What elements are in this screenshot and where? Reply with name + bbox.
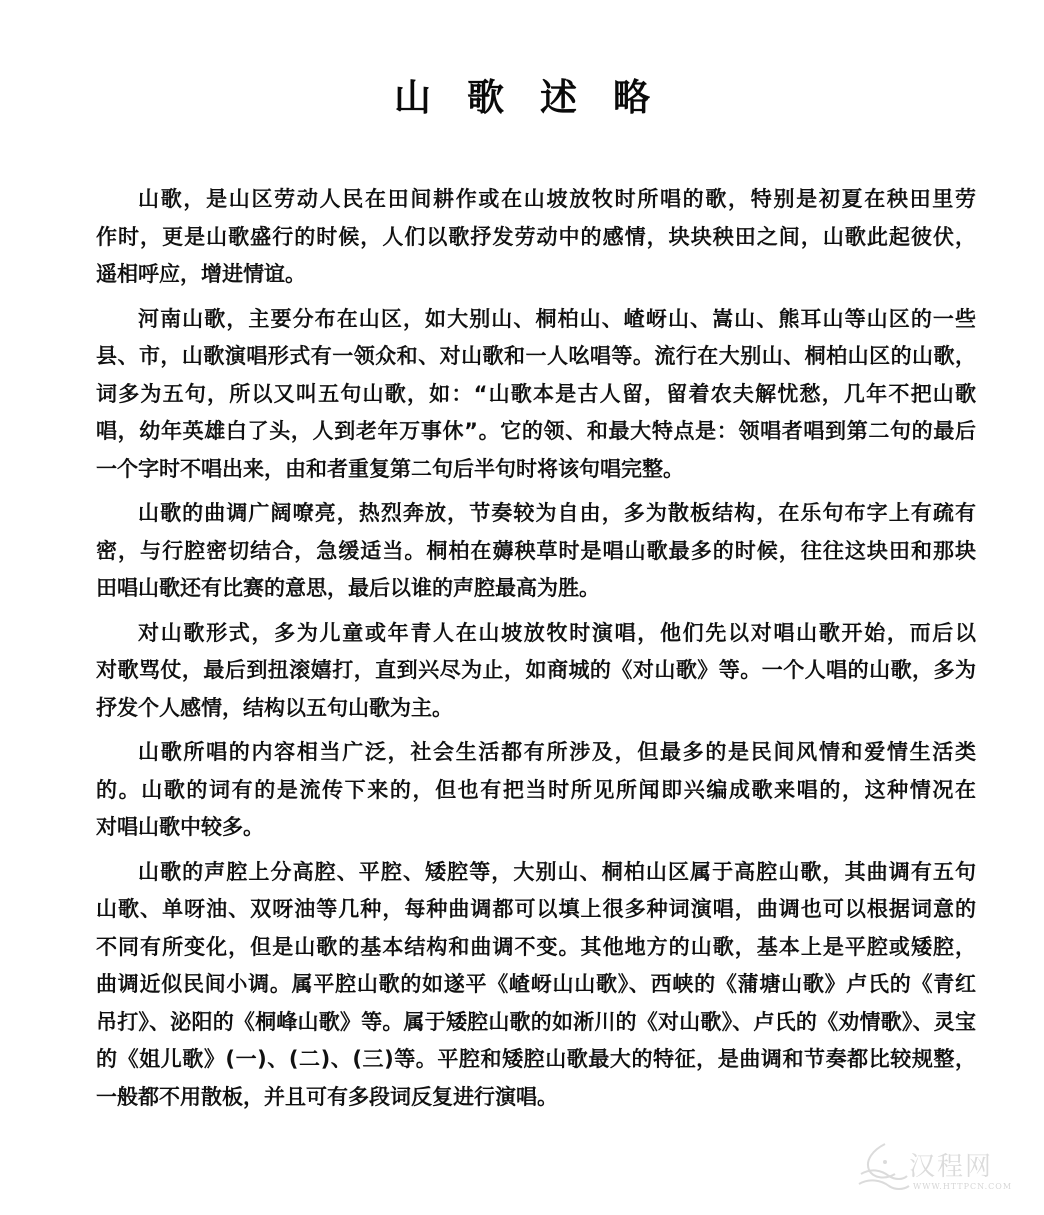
- text-line: 曲调近似民间小调。属平腔山歌的如遂平《嵖岈山山歌》、西峡的《蒲塘山歌》卢氏的《青红: [96, 972, 976, 996]
- text-line: 田唱山歌还有比赛的意思，最后以谁的声腔最高为胜。: [96, 576, 600, 600]
- watermark-url: WWW.HTTPCN.COM: [913, 1182, 1013, 1191]
- paragraph-5: [96, 734, 976, 847]
- text-line: 遥相呼应，增进情谊。: [96, 262, 306, 286]
- text-line: 一个字时不唱出来，由和者重复第二句后半句时将该句唱完整。: [96, 456, 684, 481]
- text-line: 唱，幼年英雄白了头，人到老年万事休”。它的领、和最大特点是：领唱者唱到第二句的最后: [96, 419, 976, 443]
- paragraph-2: [96, 301, 976, 489]
- article-body: [96, 181, 976, 1116]
- paragraph-1: [96, 181, 976, 294]
- text-line: 山歌所唱的内容相当广泛，社会生活都有所涉及，但最多的是民间风情和爱情生活类: [138, 740, 976, 764]
- text-line: 的。山歌的词有的是流传下来的，但也有把当时所见所闻即兴编成歌来唱的，这种情况在: [96, 777, 976, 802]
- text-line: 河南山歌，主要分布在山区，如大别山、桐柏山、嵖岈山、嵩山、熊耳山等山区的一些: [138, 306, 976, 331]
- text-line: 不同有所变化，但是山歌的基本结构和曲调不变。其他地方的山歌，基本上是平腔或矮腔，: [96, 934, 976, 959]
- text-line: 山歌、单呀油、双呀油等几种，每种曲调都可以填上很多种词演唱，曲调也可以根据词意的: [96, 897, 976, 921]
- watermark-text: 汉程网: [909, 1152, 994, 1182]
- paragraph-4: [96, 615, 976, 728]
- fish-wave-logo-icon: [855, 1140, 911, 1196]
- text-line: 密，与行腔密切结合，急缓适当。桐柏在薅秧草时是唱山歌最多的时候，往往这块田和那块: [96, 538, 976, 563]
- text-line: 词多为五句，所以又叫五句山歌，如：“山歌本是古人留，留着农夫解忧愁，几年不把山歌: [96, 381, 976, 406]
- text-line: 抒发个人感情，结构以五句山歌为主。: [96, 695, 453, 720]
- text-line: 的《姐儿歌》(一)、(二)、(三)等。平腔和矮腔山歌最大的特征，是曲调和节奏都比较规整，: [96, 1047, 976, 1071]
- text-line: 作时，更是山歌盛行的时候，人们以歌抒发劳动中的感情，块块秧田之间，山歌此起彼伏，: [96, 224, 976, 249]
- page-title: 山歌述略: [394, 76, 686, 119]
- paragraph-6: [96, 854, 976, 1117]
- paragraph-3: [96, 495, 976, 608]
- text-line: 一般都不用散板，并且可有多段词反复进行演唱。: [96, 1084, 558, 1109]
- text-line: 山歌的曲调广阔嘹亮，热烈奔放，节奏较为自由，多为散板结构，在乐句布字上有疏有: [138, 501, 976, 525]
- text-line: 山歌的声腔上分高腔、平腔、矮腔等，大别山、桐柏山区属于高腔山歌，其曲调有五句: [138, 859, 976, 884]
- text-line: 对山歌形式，多为儿童或年青人在山坡放牧时演唱，他们先以对唱山歌开始，而后以: [138, 620, 976, 645]
- text-line: 对唱山歌中较多。: [96, 815, 264, 839]
- text-line: 县、市，山歌演唱形式有一领众和、对山歌和一人吆唱等。流行在大别山、桐柏山区的山歌，: [96, 344, 976, 368]
- text-line: 山歌，是山区劳动人民在田间耕作或在山坡放牧时所唱的歌，特别是初夏在秧田里劳: [138, 187, 976, 211]
- text-line: 吊打》、泌阳的《桐峰山歌》等。属于矮腔山歌的如淅川的《对山歌》、卢氏的《劝情歌》、灵宝: [96, 1009, 976, 1034]
- watermark: [855, 1140, 1035, 1200]
- text-line: 对歌骂仗，最后到扭滚嬉打，直到兴尽为止，如商城的《对山歌》等。一个人唱的山歌，多为: [96, 658, 976, 682]
